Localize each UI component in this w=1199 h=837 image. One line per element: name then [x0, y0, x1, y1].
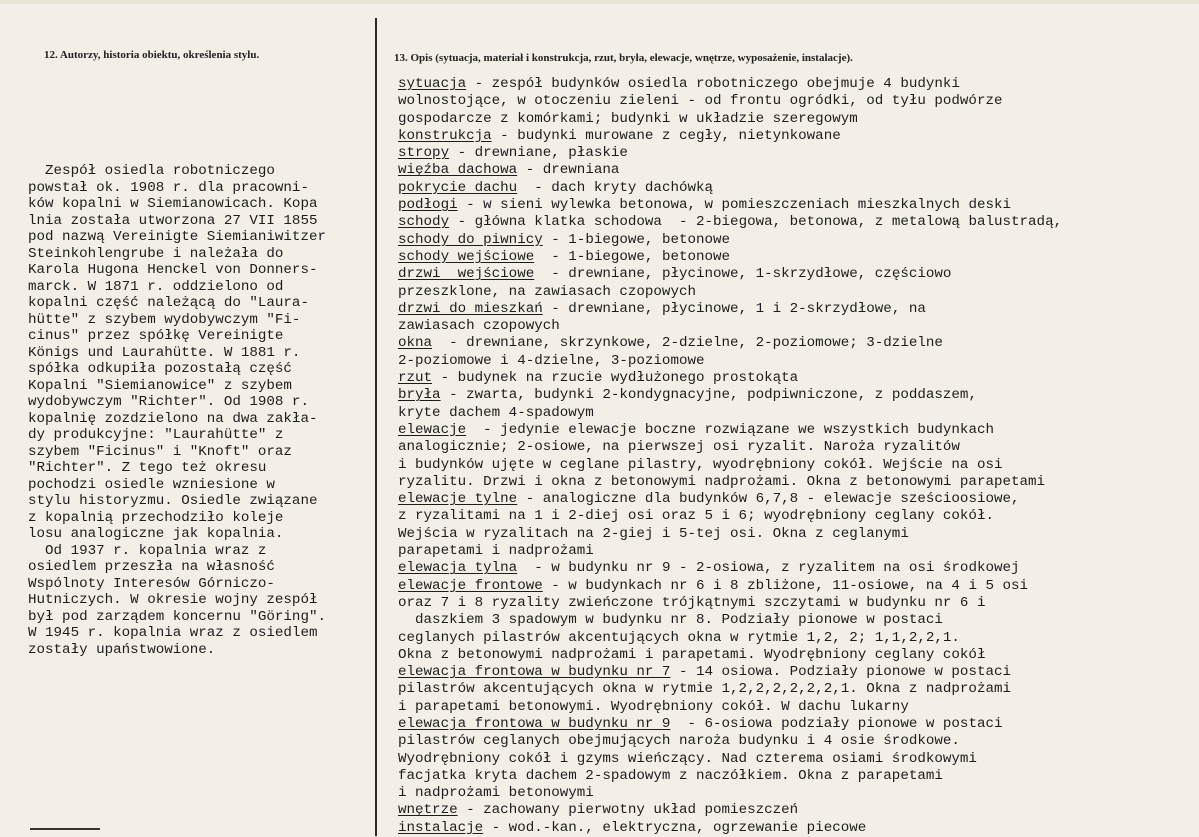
description-text-run: - w sieni wylewka betonowa, w pomieszczeniach mieszkalnych deski [457, 197, 1012, 214]
description-text-run: - dach kryty dachówką [517, 179, 714, 196]
description-text-run: - drewniane, płycinowe, 1 i 2-skrzydłowe, na [542, 300, 926, 317]
description-line [398, 266, 1188, 283]
description-line [398, 768, 1188, 785]
description-line [398, 249, 1188, 266]
history-line: z kopalnią przechodziło koleje [28, 509, 284, 526]
description-line [398, 785, 1188, 802]
history-line: Kopalni "Siemianowice" z szybem [28, 377, 292, 394]
description-line [398, 491, 1188, 508]
description-line [398, 802, 1188, 819]
description-line [398, 457, 1188, 474]
description-term: pokrycie dachu [398, 179, 518, 196]
description-text-run: - drewniane, skrzynkowe, 2-dzielne, 2-poziomowe; 3-dzielne [432, 335, 943, 352]
description-text-run: - w budynku nr 9 - 2-osiowa, z ryzalitem na osi środkowej [517, 560, 1020, 577]
history-line: cinus" przez spółkę Vereinigte [28, 328, 284, 344]
description-text-run: - zwarta, budynki 2-kondygnacyjne, podpiwniczone, z poddaszem, [440, 387, 977, 404]
description-text-run: - 1-biegowe, betonowe [542, 231, 731, 248]
description-line [398, 578, 1188, 595]
history-line: "Richter". Z tego też okresu [28, 460, 267, 476]
description-term: elewacje tylne [398, 491, 518, 508]
description-text-run: - budynki murowane z cegły, nietynkowane [491, 127, 841, 144]
history-line: osiedlem przeszła na własność [28, 559, 275, 575]
description-term: elewacja tylna [398, 560, 518, 577]
description-line [398, 526, 1188, 543]
description-term: elewacje frontowe [398, 577, 543, 594]
column-divider [375, 18, 377, 836]
description-line [398, 422, 1188, 439]
description-text-run: gospodarcze z komórkami; budynki w układzie szeregowym [398, 110, 858, 127]
description-line [398, 370, 1188, 387]
description-text-run: 2-poziomowe i 4-dzielne, 3-poziomowe [398, 352, 705, 369]
section-12-header: 12. Autorzy, historia obiektu, określenia stylu. [44, 49, 260, 61]
description-text-run: - drewniane, płaskie [449, 145, 628, 162]
description-line [398, 560, 1188, 577]
description-text-run: facjatka kryta dachem 2-spadowym z naczółkiem. Okna z parapetami [398, 767, 943, 784]
bottom-rule [30, 828, 100, 830]
description-line [398, 699, 1188, 716]
description-text-run: - 1-biegowe, betonowe [534, 248, 731, 265]
description-term: instalacje [398, 819, 484, 836]
description-line [398, 716, 1188, 733]
description-text-run: pilastrów akcentujących okna w rytmie 1,2,2,2,2,2,2,1. Okna z nadprożami [398, 681, 1011, 698]
history-line: Od 1937 r. kopalnia wraz z [28, 542, 267, 559]
description-text-run: daszkiem 3 spadowym w budynku nr 8. Podziały pionowe w postaci [398, 612, 943, 629]
history-line: kopalni część należącą do "Laura- [28, 295, 309, 311]
description-line [398, 543, 1188, 560]
description-text-run: ceglanych pilastrów akcentujących okna w rytmie 1,2, 2; 1,1,2,2,1. [398, 629, 960, 646]
history-line: zostały upaństwowione. [28, 641, 216, 658]
description-text-run: pilastrów ceglanych obejmujących naroża budynku i 4 osie środkowe. [398, 733, 960, 750]
history-line: lnia została utworzona 27 VII 1855 [28, 212, 318, 229]
history-line: kopalnię zozdzielono na dwa zakła- [28, 410, 318, 427]
description-line [398, 474, 1188, 491]
description-term: elewacje [398, 421, 467, 438]
history-line: Zespół osiedla robotniczego [28, 163, 275, 179]
section-13-header: 13. Opis (sytuacja, materiał i konstrukcja, rzut, bryła, elewacje, wnętrze, wyposażenie, instalacje). [394, 52, 853, 64]
description-term: wnętrze [398, 802, 458, 819]
description-line [398, 318, 1188, 335]
description-line [398, 405, 1188, 422]
description-text [398, 76, 1188, 837]
description-line [398, 180, 1188, 197]
description-line [398, 301, 1188, 318]
description-line [398, 232, 1188, 249]
description-text-run: Okna z betonowymi nadprożami i parapetami. Wyodrębniony ceglany cokół [398, 646, 986, 663]
description-text-run: kryte dachem 4-spadowym [398, 404, 594, 421]
history-line: Karola Hugona Henckel von Donners- [28, 262, 318, 278]
history-line: Wspólnoty Interesów Górniczo- [28, 575, 275, 592]
description-term: elewacja frontowa w budynku nr 7 [398, 664, 671, 681]
description-text-run: z ryzalitami na 1 i 2-diej osi oraz 5 i 6; wyodrębniony ceglany cokół. [398, 508, 994, 525]
description-term: okna [398, 335, 433, 352]
history-line: pochodzi osiedle wzniesione w [28, 476, 275, 493]
description-term: schody [398, 214, 450, 231]
history-line: szybem "Ficinus" i "Knoft" oraz [28, 443, 292, 460]
description-text-run: - główna klatka schodowa - 2-biegowa, betonowa, z metalową balustradą, [449, 214, 1063, 231]
history-line: Königs und Laurahütte. W 1881 r. [28, 344, 301, 361]
history-line: dy produkcyjne: "Laurahütte" z [28, 427, 284, 443]
description-text-run: oraz 7 i 8 ryzality zwieńczone trójkątnymi szczytami w budynku nr 6 i [398, 594, 986, 611]
description-text-run: zawiasach czopowych [398, 318, 560, 335]
description-line [398, 145, 1188, 162]
description-term: więźba dachowa [398, 162, 518, 179]
description-text-run: ryzalitu. Drzwi i okna z betonowymi nadprożami. Okna z betonowymi parapetami [398, 473, 1046, 490]
description-term: bryła [398, 387, 441, 404]
description-text-run: i nadprożami betonowymi [398, 785, 594, 802]
description-text-run: Wyodrębniony cokół i gzyms wieńczący. Nad czterema osiami środkowymi [398, 750, 977, 767]
history-line: ków kopalni w Siemianowicach. Kopa [28, 196, 318, 212]
description-line [398, 595, 1188, 612]
history-line: wydobywczym "Richter". Od 1908 r. [28, 394, 309, 410]
description-line [398, 284, 1188, 301]
description-text-run: Wejścia w ryzalitach na 2-giej i 5-tej osi. Okna z ceglanymi [398, 525, 909, 542]
description-text-run: analogicznie; 2-osiowe, na pierwszej osi ryzalit. Naroża ryzalitów [398, 439, 960, 456]
history-line: stylu historyzmu. Osiedle związane [28, 493, 318, 509]
description-line [398, 162, 1188, 179]
description-text-run: i budynków ujęte w ceglane pilastry, wyodrębniony cokół. Wejście na osi [398, 456, 1003, 473]
description-line [398, 820, 1188, 837]
description-term: konstrukcja [398, 127, 492, 144]
description-line [398, 197, 1188, 214]
description-text-run: - wod.-kan., elektryczna, ogrzewanie piecowe [483, 819, 867, 836]
description-term: schody wejściowe [398, 248, 535, 265]
description-text-run: - 14 osiowa. Podziały pionowe w postaci [670, 664, 1012, 681]
description-line [398, 76, 1188, 93]
description-text-run: - zachowany pierwotny układ pomieszczeń [457, 802, 799, 819]
history-line: hütte" z szybem wydobywczym "Fi- [28, 311, 301, 328]
description-line [398, 439, 1188, 456]
description-term: podłogi [398, 197, 458, 214]
description-line [398, 630, 1188, 647]
description-term: drzwi do mieszkań [398, 300, 543, 317]
description-line [398, 751, 1188, 768]
description-text-run: - jedynie elewacje boczne rozwiązane we wszystkich budynkach [466, 421, 994, 438]
description-line [398, 508, 1188, 525]
description-line [398, 664, 1188, 681]
description-term: schody do piwnicy [398, 231, 543, 248]
description-term: rzut [398, 370, 433, 387]
description-text-run: - budynek na rzucie wydłużonego prostokąta [432, 370, 799, 387]
description-text-run: i parapetami betonowymi. Wyodrębniony cokół. W dachu lukarny [398, 698, 909, 715]
description-line [398, 733, 1188, 750]
history-line: Steinkohlengrube i należała do [28, 245, 284, 262]
description-text-run: przeszklone, na zawiasach czopowych [398, 283, 696, 300]
description-line [398, 93, 1188, 110]
description-text-run: - w budynkach nr 6 i 8 zbliżone, 11-osiowe, na 4 i 5 osi [542, 577, 1029, 594]
description-line [398, 387, 1188, 404]
history-line: losu analogiczne jak kopalnia. [28, 526, 284, 542]
description-text-run: - analogiczne dla budynków 6,7,8 - elewacje sześcioosiowe, [517, 491, 1020, 508]
description-text-run: wolnostojące, w otoczeniu zieleni - od frontu ogródki, od tyłu podwórze [398, 93, 1003, 110]
top-edge [0, 0, 1199, 4]
history-text [28, 163, 373, 658]
description-line [398, 111, 1188, 128]
history-line: W 1945 r. kopalnia wraz z osiedlem [28, 625, 318, 641]
description-line [398, 681, 1188, 698]
description-term: drzwi wejściowe [398, 266, 535, 283]
history-line: marck. W 1871 r. oddzielono od [28, 278, 284, 295]
description-term: sytuacja [398, 76, 467, 92]
description-term: stropy [398, 145, 450, 162]
description-text-run: - drewniane, płycinowe, 1-skrzydłowe, częściowo [534, 266, 952, 283]
description-text-run: - drewniana [517, 162, 620, 179]
description-line [398, 647, 1188, 664]
description-text-run: - zespół budynków osiedla robotniczego obejmuje 4 budynki [466, 76, 960, 92]
description-line [398, 214, 1188, 231]
description-term: elewacja frontowa w budynku nr 9 [398, 715, 671, 732]
history-line: powstał ok. 1908 r. dla pracowni- [28, 179, 309, 196]
history-line: był pod zarządem koncernu "Göring". [28, 608, 326, 625]
history-line: Hutniczych. W okresie wojny zespół [28, 592, 318, 608]
description-text-run: - 6-osiowa podziały pionowe w postaci [670, 715, 1003, 732]
description-line [398, 335, 1188, 352]
description-text-run: parapetami i nadprożami [398, 543, 594, 560]
history-line: pod nazwą Vereinigte Siemianiwitzer [28, 229, 326, 245]
description-line [398, 128, 1188, 145]
description-line [398, 612, 1188, 629]
description-line [398, 353, 1188, 370]
history-line: spółka odkupiła pozostałą część [28, 361, 292, 377]
